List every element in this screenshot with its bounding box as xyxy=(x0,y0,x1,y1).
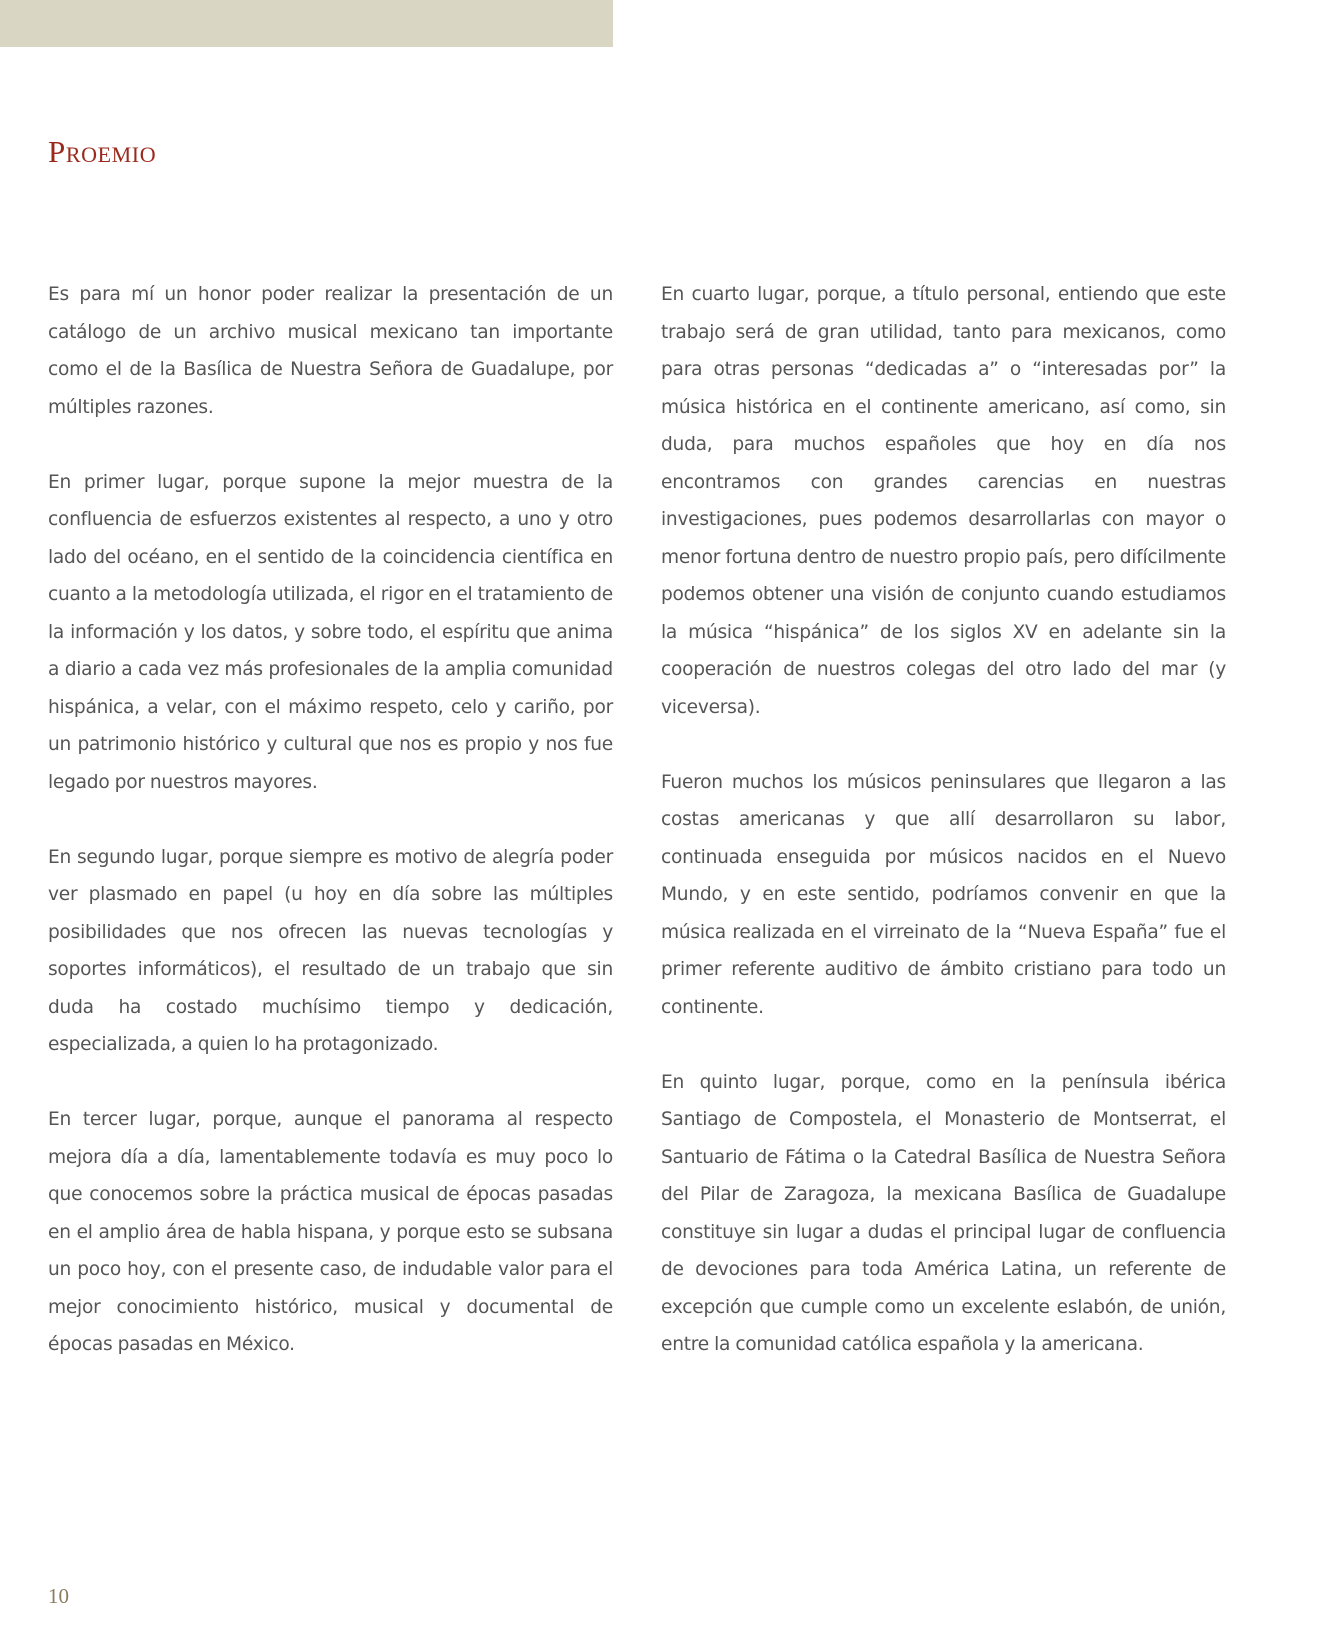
page-title: Proemio xyxy=(48,134,157,169)
right-column xyxy=(661,276,1226,1401)
header-band xyxy=(0,0,613,47)
paragraph-third-reason: En tercer lugar, porque, aunque el panorama al respecto mejora día a día, lamentablemente todavía es muy poco lo que conocemos sobre la práctica musical de épocas pasadas en el amplio área de habla hispana, y porque esto se subsana un poco hoy, con el presente caso, de indudable valor para el mejor conocimiento histórico, musical y documental de épocas pasadas en México. xyxy=(48,1109,613,1355)
left-column xyxy=(48,276,613,1401)
paragraph-peninsular-musicians: Fueron muchos los músicos peninsulares que llegaron a las costas americanas y que allí desarrollaron su labor, continuada enseguida por músicos nacidos en el Nuevo Mundo, y en este sentido, podríamos convenir en que la música realizada en el virreinato de la “Nueva España” fue el primer referente auditivo de ámbito cristiano para todo un continente. xyxy=(661,771,1226,1018)
paragraph-fourth-reason: En cuarto lugar, porque, a título personal, entiendo que este trabajo será de gran utilidad, tanto para mexicanos, como para otras personas “dedicadas a” o “interesadas por” la música histórica en el continente americano, así como, sin duda, para muchos españoles que hoy en día nos encontramos con grandes carencias en nuestras investigaciones, pues podemos desarrollarlas con mayor o menor fortuna dentro de nuestro propio país, pero difícilmente podemos obtener una visión de conjunto cuando estudiamos la música “hispánica” de los siglos XV en adelante sin la cooperación de nuestros colegas del otro lado del mar (y viceversa). xyxy=(661,284,1226,718)
paragraph-second-reason: En segundo lugar, porque siempre es motivo de alegría poder ver plasmado en papel (u hoy en día sobre las múltiples posibilidades que nos ofrecen las nuevas tecnologías y soportes informáticos), el resultado de un trabajo que sin duda ha costado muchísimo tiempo y dedicación, especializada, a quien lo ha protagonizado. xyxy=(48,846,613,1055)
paragraph-intro: Es para mí un honor poder realizar la presentación de un catálogo de un archivo musical mexicano tan importante como el de la Basílica de Nuestra Señora de Guadalupe, por múltiples razones. xyxy=(48,284,613,418)
paragraph-fifth-reason: En quinto lugar, porque, como en la península ibérica Santiago de Compostela, el Monasterio de Montserrat, el Santuario de Fátima o la Catedral Basílica de Nuestra Señora del Pilar de Zaragoza, la mexicana Basílica de Guadalupe constituye sin lugar a dudas el principal lugar de confluencia de devociones para toda América Latina, un referente de excepción que cumple como un excelente eslabón, de unión, entre la comunidad católica española y la americana. xyxy=(661,1071,1226,1355)
paragraph-first-reason: En primer lugar, porque supone la mejor muestra de la confluencia de esfuerzos existentes al respecto, a uno y otro lado del océano, en el sentido de la coincidencia científica en cuanto a la metodología utilizada, el rigor en el tratamiento de la información y los datos, y sobre todo, el espíritu que anima a diario a cada vez más profesionales de la amplia comunidad hispánica, a velar, con el máximo respeto, celo y cariño, por un patrimonio histórico y cultural que nos es propio y nos fue legado por nuestros mayores. xyxy=(48,471,613,793)
page-number: 10 xyxy=(48,1584,69,1608)
